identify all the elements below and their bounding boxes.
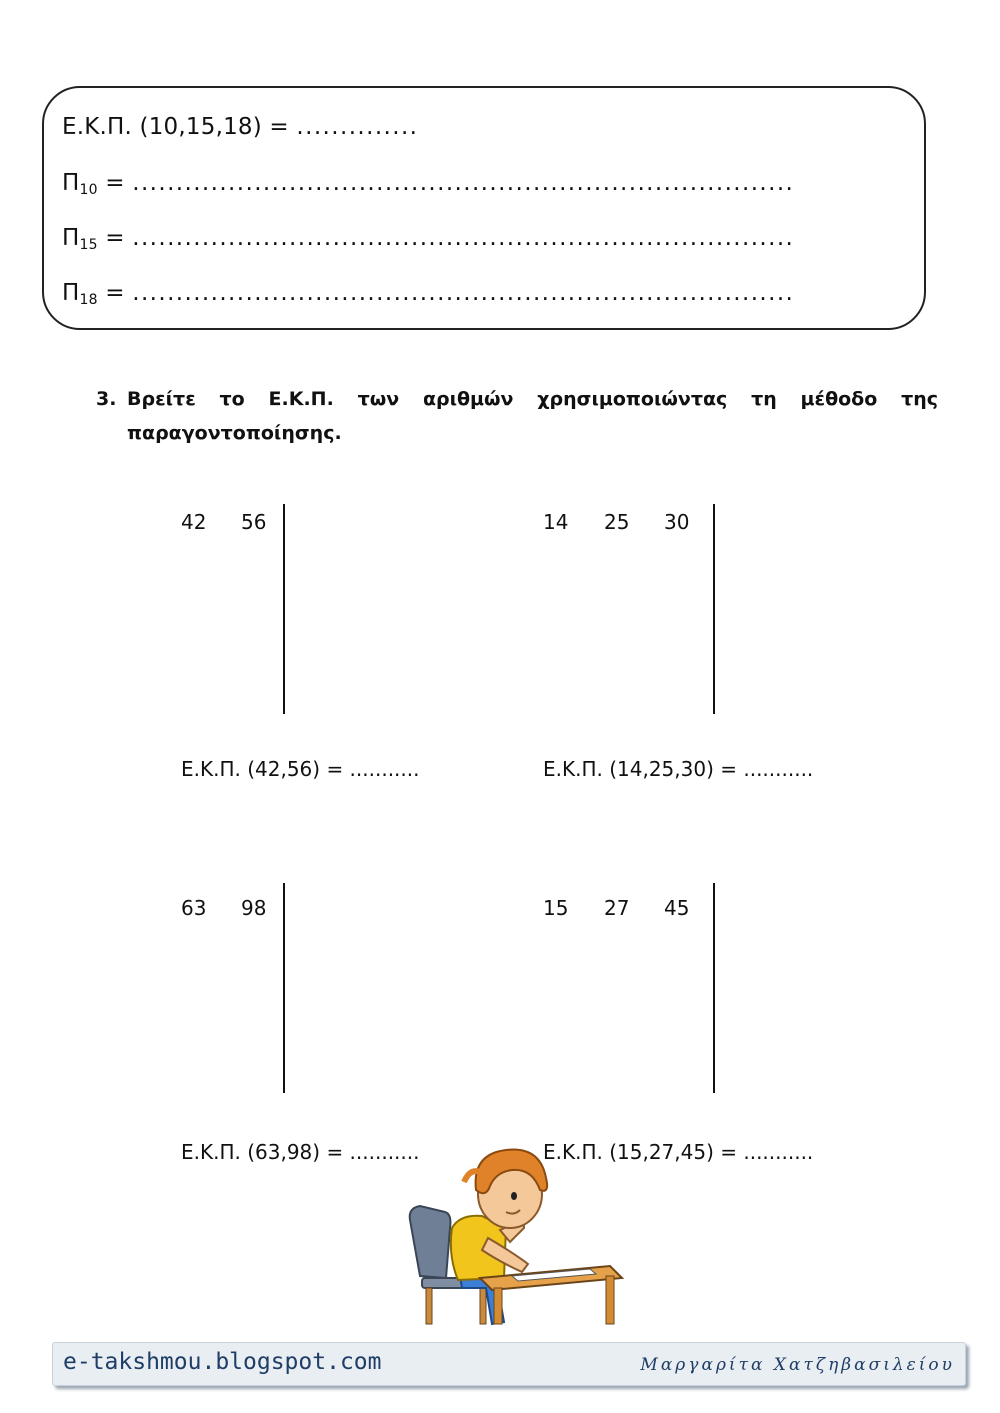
equals-sign: =: [105, 170, 125, 196]
p-subscript: 10: [79, 182, 98, 198]
factor-number: 56: [241, 510, 267, 534]
p-subscript: 18: [79, 292, 98, 308]
lcm-result-line[interactable]: Ε.Κ.Π. (14,25,30) = ...........: [543, 757, 814, 781]
lcm-answer-blank[interactable]: ..............: [296, 114, 419, 140]
factorization-line: [713, 504, 715, 714]
site-link[interactable]: e-takshmou.blogspot.com: [63, 1349, 382, 1375]
lcm-result-line[interactable]: Ε.Κ.Π. (15,27,45) = ...........: [543, 1140, 814, 1164]
studying-boy-illustration: [400, 1138, 630, 1326]
multiples-blank[interactable]: ............................................................................: [132, 225, 795, 251]
factor-number: 14: [543, 510, 569, 534]
lcm-result-line[interactable]: Ε.Κ.Π. (63,98) = ...........: [181, 1140, 420, 1164]
lcm-result-line[interactable]: Ε.Κ.Π. (42,56) = ...........: [181, 757, 420, 781]
factorization-line: [283, 504, 285, 714]
factor-number: 27: [604, 896, 630, 920]
factor-number: 25: [604, 510, 630, 534]
task-number: 3.: [96, 388, 117, 410]
factor-number: 45: [664, 896, 690, 920]
lcm-label: Ε.Κ.Π. (10,15,18) =: [62, 114, 289, 140]
p-symbol: Π: [62, 170, 80, 196]
multiples-blank[interactable]: ............................................................................: [132, 280, 795, 306]
p-subscript: 15: [79, 237, 98, 253]
multiples-row-15: [62, 225, 794, 253]
factorization-line: [713, 883, 715, 1093]
multiples-row-18: [62, 280, 794, 308]
lcm-line: [62, 114, 418, 140]
factor-number: 98: [241, 896, 267, 920]
p-symbol: Π: [62, 225, 80, 251]
factor-number: 30: [664, 510, 690, 534]
factor-number: 15: [543, 896, 569, 920]
p-symbol: Π: [62, 280, 80, 306]
factorization-line: [283, 883, 285, 1093]
factor-number: 63: [181, 896, 207, 920]
equals-sign: =: [105, 225, 125, 251]
footer-bar: [52, 1342, 966, 1386]
author-name: Μαργαρίτα Χατζηβασιλείου: [640, 1355, 955, 1375]
factor-number: 42: [181, 510, 207, 534]
task-instruction: [96, 382, 938, 450]
multiples-row-10: [62, 170, 794, 198]
task-text: Βρείτε το Ε.Κ.Π. των αριθμών χρησιμοποιώντας τη μέθοδο της παραγοντοποίησης.: [127, 388, 938, 444]
multiples-blank[interactable]: ............................................................................: [132, 170, 795, 196]
equals-sign: =: [105, 280, 125, 306]
